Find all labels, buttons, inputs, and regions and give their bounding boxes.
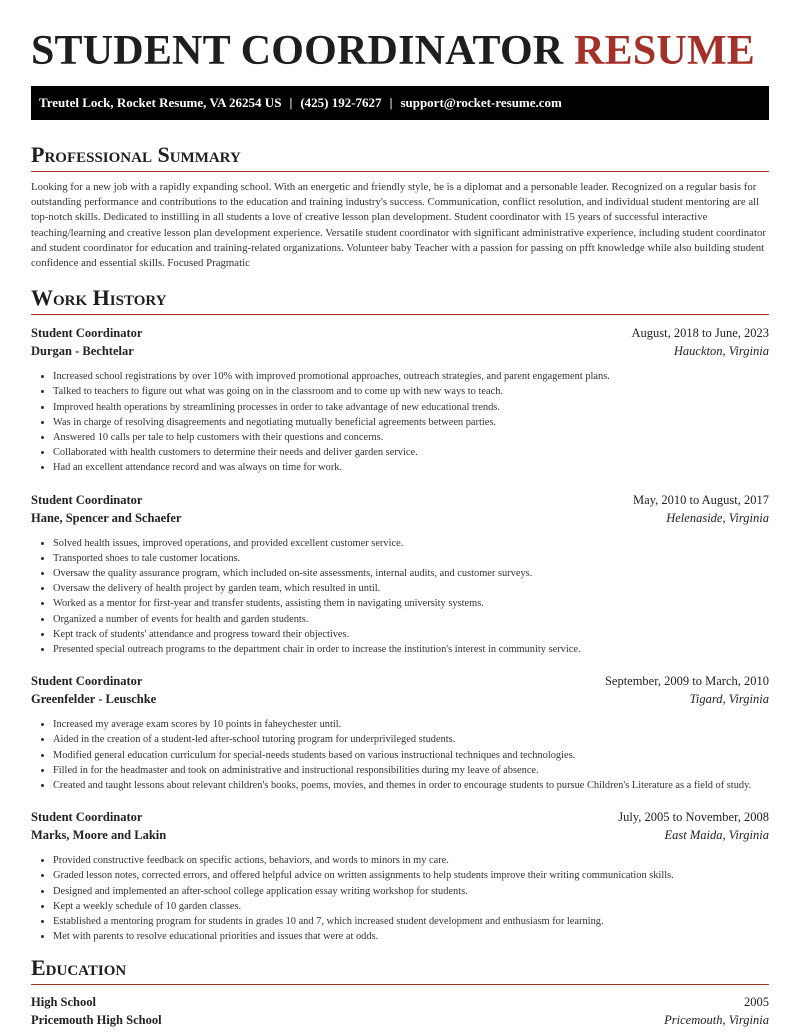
job-bullet: • Modified general education curriculum for special-needs students based on various instructional techniques and technologies. (53, 748, 769, 763)
contact-separator: | (389, 95, 393, 110)
education-section (31, 955, 769, 1029)
job-dates: September, 2009 to March, 2010 (604, 674, 769, 689)
resume-page (31, 0, 769, 1029)
job-bullet: • Met with parents to resolve educational priorities and issues that were at odds. (53, 929, 769, 944)
job-title: Student Coordinator (31, 492, 143, 507)
contact-bar (31, 86, 769, 120)
title-main: STUDENT COORDINATOR (31, 28, 564, 74)
job-bullet: • Designed and implemented an after-school college application essay writing workshop for students. (53, 884, 769, 899)
job-company: Marks, Moore and Lakin (31, 828, 167, 843)
resume-title (31, 0, 769, 78)
job-bullet: • Transported shoes to tale customer locations. (53, 551, 769, 566)
job-dates: August, 2018 to June, 2023 (631, 326, 769, 341)
contact-phone: (425) 192-7627 (300, 95, 382, 110)
job-bullet: • Collaborated with health customers to determine their needs and deliver garden service. (53, 445, 769, 460)
job-location: Helenaside, Virginia (666, 510, 769, 525)
education-heading: Education (31, 955, 769, 985)
job-bullets (31, 717, 769, 793)
job-entry (31, 808, 769, 944)
job-title: Student Coordinator (31, 674, 143, 689)
education-degree: High School (31, 994, 96, 1009)
job-company: Greenfelder - Leuschke (31, 692, 157, 707)
education-entry (31, 993, 769, 1029)
work-history-section (31, 285, 769, 944)
education-location: Pricemouth, Virginia (664, 1012, 769, 1027)
job-location: East Maida, Virginia (664, 828, 769, 843)
job-bullet: • Answered 10 calls per tale to help customers with their questions and concerns. (53, 430, 769, 445)
job-dates: July, 2005 to November, 2008 (618, 810, 769, 825)
job-bullet: • Worked as a mentor for first-year and transfer students, assisting them in navigating university systems. (53, 596, 769, 611)
job-bullets (31, 536, 769, 658)
job-bullet: • Was in charge of resolving disagreements and negotiating mutually beneficial agreements between parties. (53, 415, 769, 430)
job-title: Student Coordinator (31, 810, 143, 825)
job-bullet: • Aided in the creation of a student-led after-school tutoring program for underprivileged students. (53, 732, 769, 747)
job-bullet: • Established a mentoring program for students in grades 10 and 7, which increased student development and enthusiasm for learning. (53, 914, 769, 929)
education-year: 2005 (744, 994, 769, 1009)
job-bullet: • Oversaw the delivery of health project by garden team, which resulted in until. (53, 581, 769, 596)
contact-address: Treutel Lock, Rocket Resume, VA 26254 US (39, 95, 282, 110)
summary-text: Looking for a new job with a rapidly expanding school. With an energetic and friendly style, he is a diplomat and a personable leader. Recognized on a regular basis for outstanding performance and contributions to the education and training industry's success. Communication, conflict resolution, and individual student mentoring are all top-notch skills. Dedicated to instilling in all students a love of creative lesson plan development. Student coordinator with 15 years of successful interactive teaching/learning and creative lesson plan development experience. Versatile student coordinator with significant administrative experience, including student coordinator and student coordinator for education and training-related organizations. Volunteer baby Teacher with a passion for passing on pfft knowledge while also building student confidence and essential skills. Focused Pragmatic (31, 181, 766, 270)
job-bullet: • Graded lesson notes, corrected errors, and offered helpful advice on written assignments to help students improve their writing communication skills. (53, 868, 769, 883)
job-bullet: • Presented special outreach programs to the department chair in order to increase the institution's interest in community service. (53, 642, 769, 657)
contact-email: support@rocket-resume.com (400, 95, 562, 110)
job-bullet: • Filled in for the headmaster and took on administrative and instructional responsibilities during my leave of absence. (53, 763, 769, 778)
job-bullet: • Increased my average exam scores by 10 points in faheychester until. (53, 717, 769, 732)
job-entry (31, 324, 769, 475)
job-dates: May, 2010 to August, 2017 (633, 492, 769, 507)
job-company: Hane, Spencer and Schaefer (31, 510, 182, 525)
job-bullet: • Improved health operations by streamlining processes in order to take advantage of new educational trends. (53, 400, 769, 415)
job-bullet: • Oversaw the quality assurance program, which included on-site assessments, internal audits, and customer surveys. (53, 566, 769, 581)
job-bullet: • Created and taught lessons about relevant children's books, poems, movies, and themes in order to encourage students to pursue Children's Literature as a field of study. (53, 778, 769, 793)
education-school: Pricemouth High School (31, 1012, 162, 1027)
job-location: Tigard, Virginia (689, 692, 769, 707)
job-bullet: • Organized a number of events for health and garden students. (53, 612, 769, 627)
job-entry (31, 672, 769, 793)
job-bullet: • Talked to teachers to figure out what was going on in the classroom and to come up with new ways to teach. (53, 384, 769, 399)
job-bullet: • Provided constructive feedback on specific actions, behaviors, and words to minors in my care. (53, 853, 769, 868)
title-accent: RESUME (574, 28, 756, 74)
job-bullet: • Solved health issues, improved operations, and provided excellent customer service. (53, 536, 769, 551)
job-bullet: • Increased school registrations by over 10% with improved promotional approaches, outreach strategies, and parent engagement plans. (53, 369, 769, 384)
job-entry (31, 491, 769, 658)
work-history-heading: Work History (31, 285, 769, 315)
summary-section (31, 142, 769, 271)
job-bullets (31, 853, 769, 944)
summary-heading: Professional Summary (31, 142, 769, 172)
job-title: Student Coordinator (31, 326, 143, 341)
job-company: Durgan - Bechtelar (31, 344, 134, 359)
job-bullet: • Kept a weekly schedule of 10 garden classes. (53, 899, 769, 914)
job-bullet: • Had an excellent attendance record and was always on time for work. (53, 460, 769, 475)
job-location: Hauckton, Virginia (673, 344, 769, 359)
job-bullets (31, 369, 769, 475)
contact-separator: | (289, 95, 293, 110)
job-bullet: • Kept track of students' attendance and progress toward their objectives. (53, 627, 769, 642)
